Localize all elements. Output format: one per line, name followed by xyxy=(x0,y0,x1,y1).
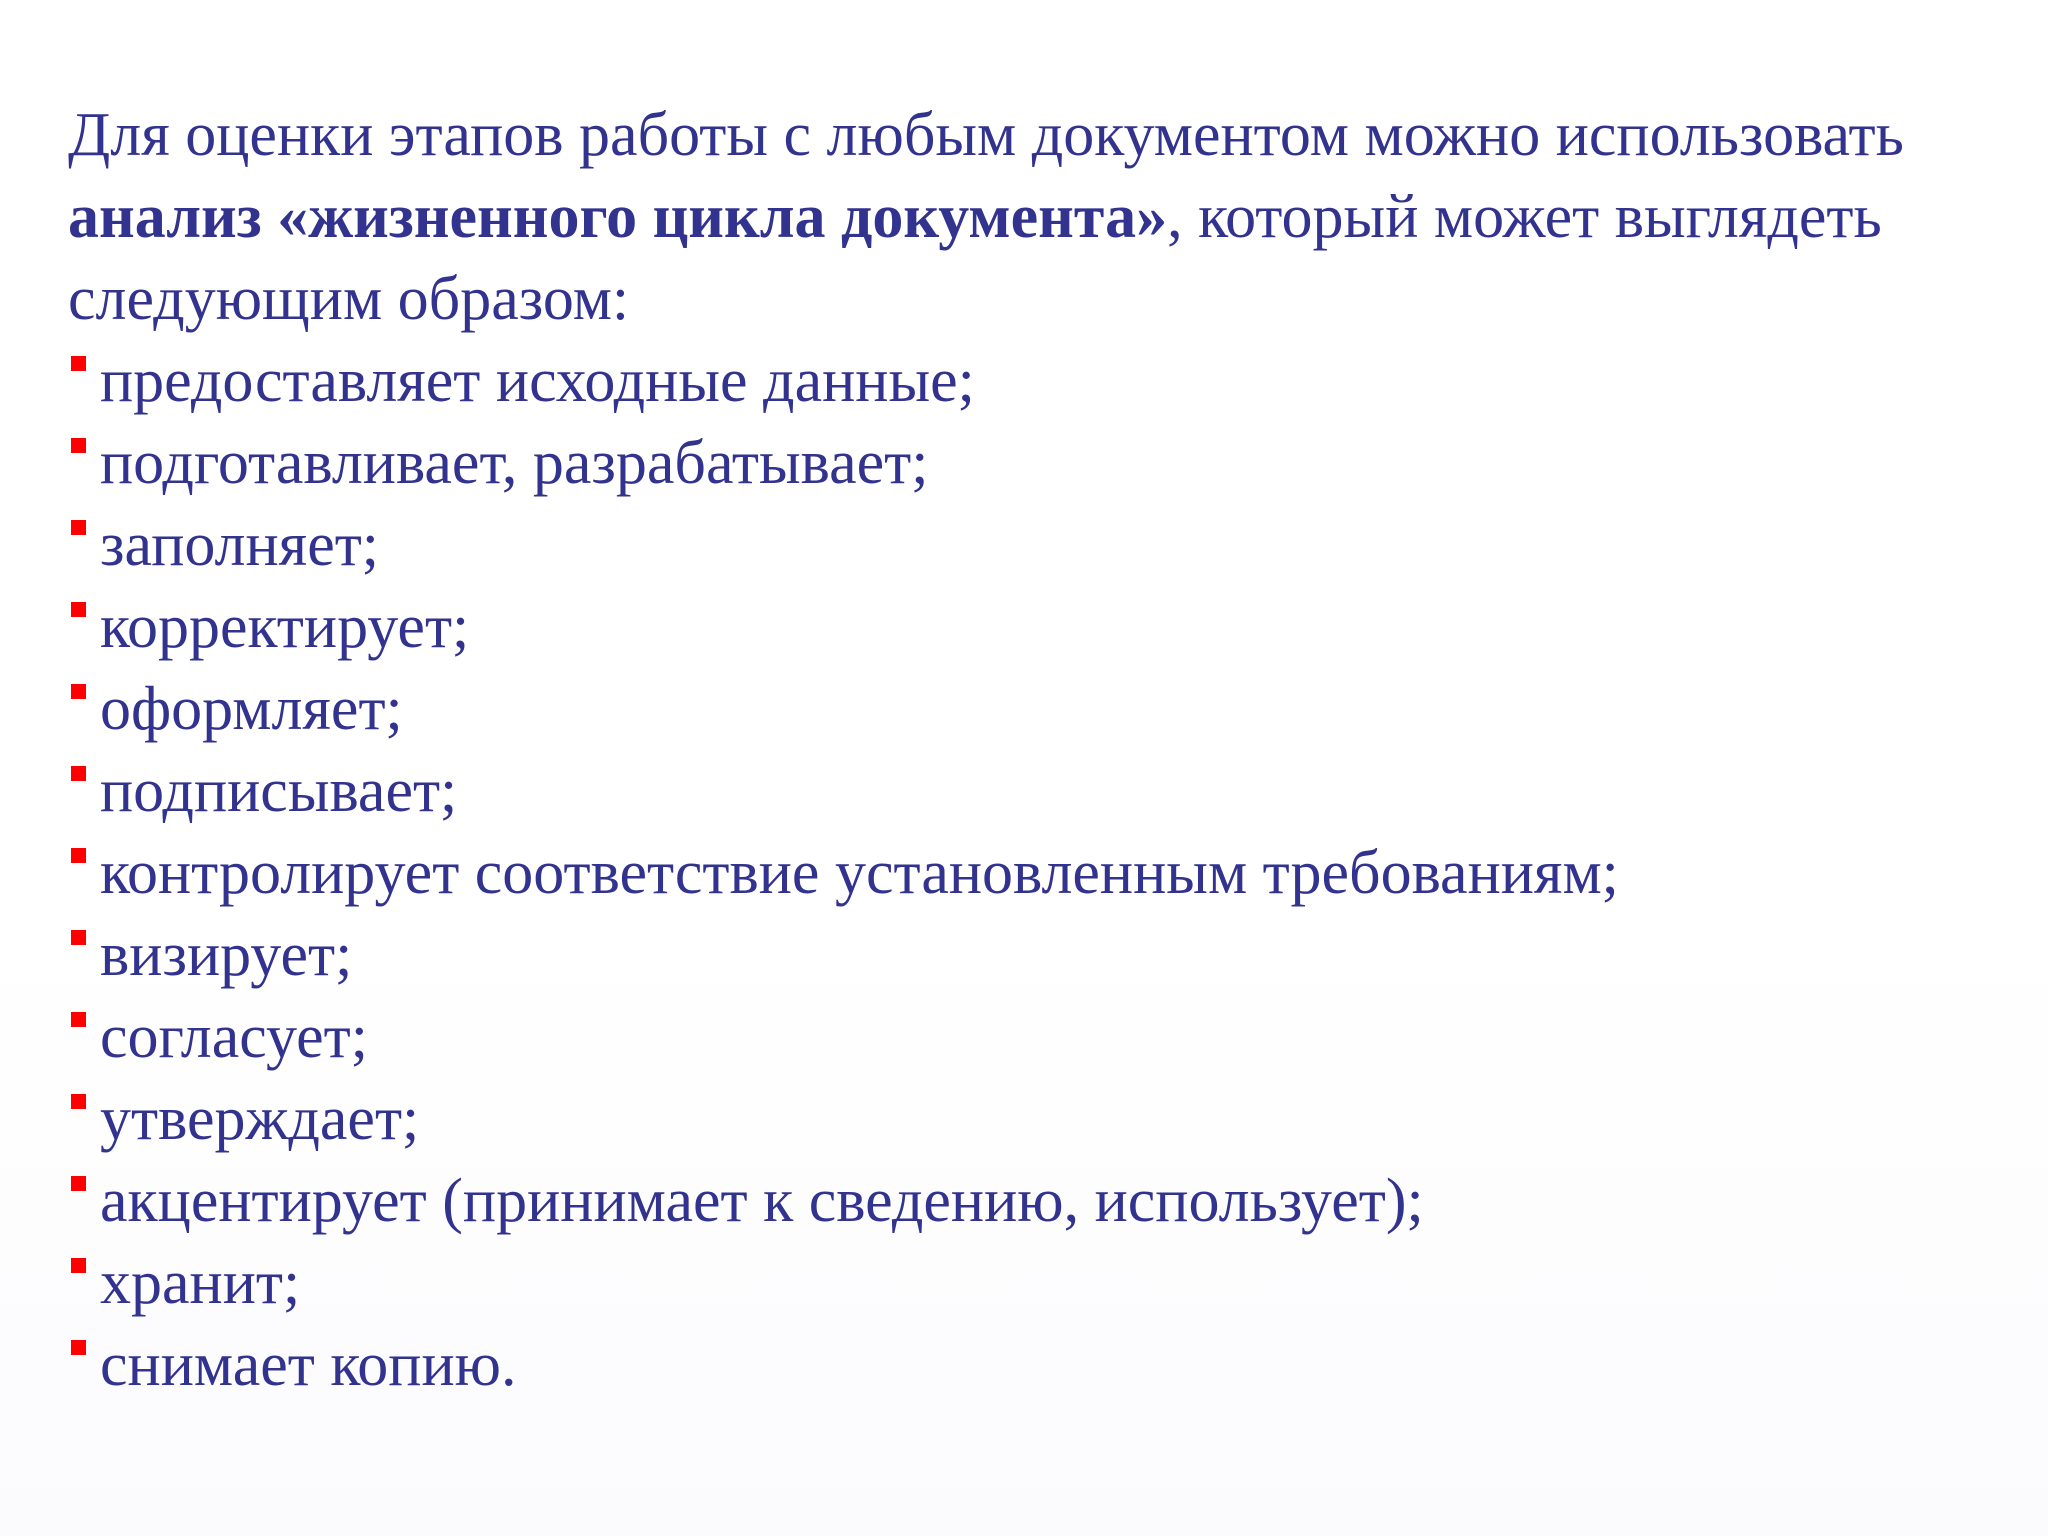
list-item-text: оформляет; xyxy=(100,675,403,743)
list-item-text: согласует; xyxy=(100,1003,368,1071)
bullet-square-icon xyxy=(71,1176,86,1191)
intro-text-end: , который может выглядеть следующим образом: xyxy=(68,183,1882,333)
list-item xyxy=(68,422,2028,504)
list-item-text: корректирует; xyxy=(100,593,470,661)
list-item-text: подготавливает, разрабатывает; xyxy=(100,429,929,497)
list-item-text: снимает копию. xyxy=(100,1331,517,1399)
list-item-text: визирует; xyxy=(100,921,353,989)
bullet-square-icon xyxy=(71,520,86,535)
bullet-square-icon xyxy=(71,684,86,699)
bullet-square-icon xyxy=(71,1094,86,1109)
bullet-square-icon xyxy=(71,848,86,863)
list-item-text: контролирует соответствие установленным требованиям; xyxy=(100,839,1619,907)
list-item xyxy=(68,1324,2028,1406)
bullet-square-icon xyxy=(71,356,86,371)
list-item xyxy=(68,668,2028,750)
list-item xyxy=(68,914,2028,996)
list-item xyxy=(68,1160,2028,1242)
stages-list xyxy=(68,340,2028,1406)
slide-content xyxy=(68,94,2028,1406)
list-item xyxy=(68,340,2028,422)
intro-emphasis: анализ «жизненного цикла документа» xyxy=(68,183,1168,251)
list-item xyxy=(68,586,2028,668)
list-item xyxy=(68,750,2028,832)
list-item xyxy=(68,504,2028,586)
bullet-square-icon xyxy=(71,1012,86,1027)
bullet-square-icon xyxy=(71,438,86,453)
list-item-text: подписывает; xyxy=(100,757,458,825)
intro-text-start: Для оценки этапов работы с любым документом можно использовать xyxy=(68,101,1904,169)
bullet-square-icon xyxy=(71,602,86,617)
list-item xyxy=(68,996,2028,1078)
bullet-square-icon xyxy=(71,1258,86,1273)
list-item-text: хранит; xyxy=(100,1249,301,1317)
intro-paragraph xyxy=(68,94,2028,340)
bullet-square-icon xyxy=(71,766,86,781)
bullet-square-icon xyxy=(71,930,86,945)
list-item-text: заполняет; xyxy=(100,511,380,579)
bullet-square-icon xyxy=(71,1340,86,1355)
list-item xyxy=(68,1078,2028,1160)
list-item-text: предоставляет исходные данные; xyxy=(100,347,975,415)
list-item-text: акцентирует (принимает к сведению, использует); xyxy=(100,1167,1424,1235)
list-item-text: утверждает; xyxy=(100,1085,420,1153)
list-item xyxy=(68,1242,2028,1324)
list-item xyxy=(68,832,2028,914)
